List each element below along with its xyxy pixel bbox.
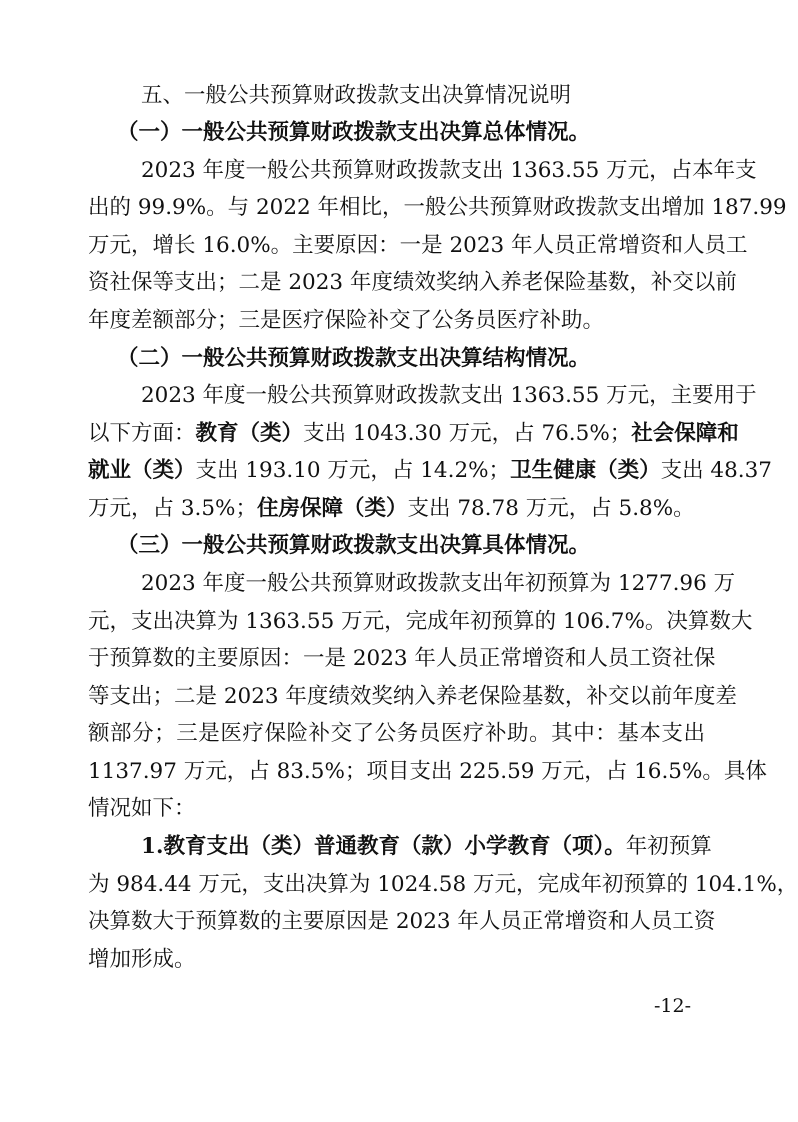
text-run: 万元，占 3.5%； [88,496,257,521]
paragraph-line: 决算数大于预算数的主要原因是 2023 年人员正常增资和人员工资 [88,909,716,934]
paragraph-line [88,416,739,452]
item-heading: 1.教育支出（类）普通教育（款）小学教育（项）。 [141,834,626,859]
text-run: 以下方面： [88,421,196,446]
item-heading-line [141,829,712,865]
text-run: 支出 48.37 [660,458,772,483]
paragraph-line: 资社保等支出；二是 2023 年度绩效奖纳入养老保险基数，补交以前 [88,270,737,295]
category-social-security: 社会保障和 [631,421,739,446]
page-number: -12- [654,995,692,1017]
section-heading: 五、一般公共预算财政拨款支出决算情况说明 [141,83,572,108]
category-housing: 住房保障（类） [256,496,408,521]
paragraph-line: 为 984.44 万元，支出决算为 1024.58 万元，完成年初预算的 104.1%， [88,872,798,897]
paragraph-line: 万元，增长 16.0%。主要原因：一是 2023 年人员正常增资和人员工 [88,233,748,258]
paragraph-line [88,491,705,527]
paragraph-line: 2023 年度一般公共预算财政拨款支出 1363.55 万元，主要用于 [141,383,757,408]
paragraph-line: 等支出；二是 2023 年度绩效奖纳入养老保险基数，补交以前年度差 [88,684,737,709]
category-education: 教育（类） [195,421,304,446]
category-health: 卫生健康（类） [510,458,661,483]
paragraph-line: 年度差额部分；三是医疗保险补交了公务员医疗补助。 [88,308,605,333]
text-run: 支出 193.10 万元，占 14.2%； [195,458,511,483]
paragraph-line: 增加形成。 [88,947,196,972]
category-employment: 就业（类） [88,458,196,483]
paragraph-line: 元，支出决算为 1363.55 万元，完成年初预算的 106.7%。决算数大 [88,609,753,634]
paragraph-line: 出的 99.9%。与 2022 年相比，一般公共预算财政拨款支出增加 187.99 [88,195,787,220]
text-run: 年初预算 [625,834,712,859]
paragraph-line: 1137.97 万元，占 83.5%；项目支出 225.59 万元，占 16.5%。具体 [88,759,767,784]
text-run: 支出 78.78 万元，占 5.8%。 [407,496,695,521]
subsection-heading-3: （三）一般公共预算财政拨款支出决算具体情况。 [117,533,591,558]
subsection-heading-2: （二）一般公共预算财政拨款支出决算结构情况。 [117,346,591,371]
subsection-heading-1: （一）一般公共预算财政拨款支出决算总体情况。 [117,120,591,145]
text-run: 支出 1043.30 万元，占 76.5%； [303,421,632,446]
paragraph-line: 于预算数的主要原因：一是 2023 年人员正常增资和人员工资社保 [88,646,716,671]
paragraph-line: 额部分；三是医疗保险补交了公务员医疗补助。其中：基本支出 [88,721,705,746]
paragraph-line [88,453,772,489]
paragraph-line: 2023 年度一般公共预算财政拨款支出 1363.55 万元，占本年支 [141,158,757,183]
paragraph-line: 情况如下： [88,796,196,821]
paragraph-line: 2023 年度一般公共预算财政拨款支出年初预算为 1277.96 万 [141,571,736,596]
